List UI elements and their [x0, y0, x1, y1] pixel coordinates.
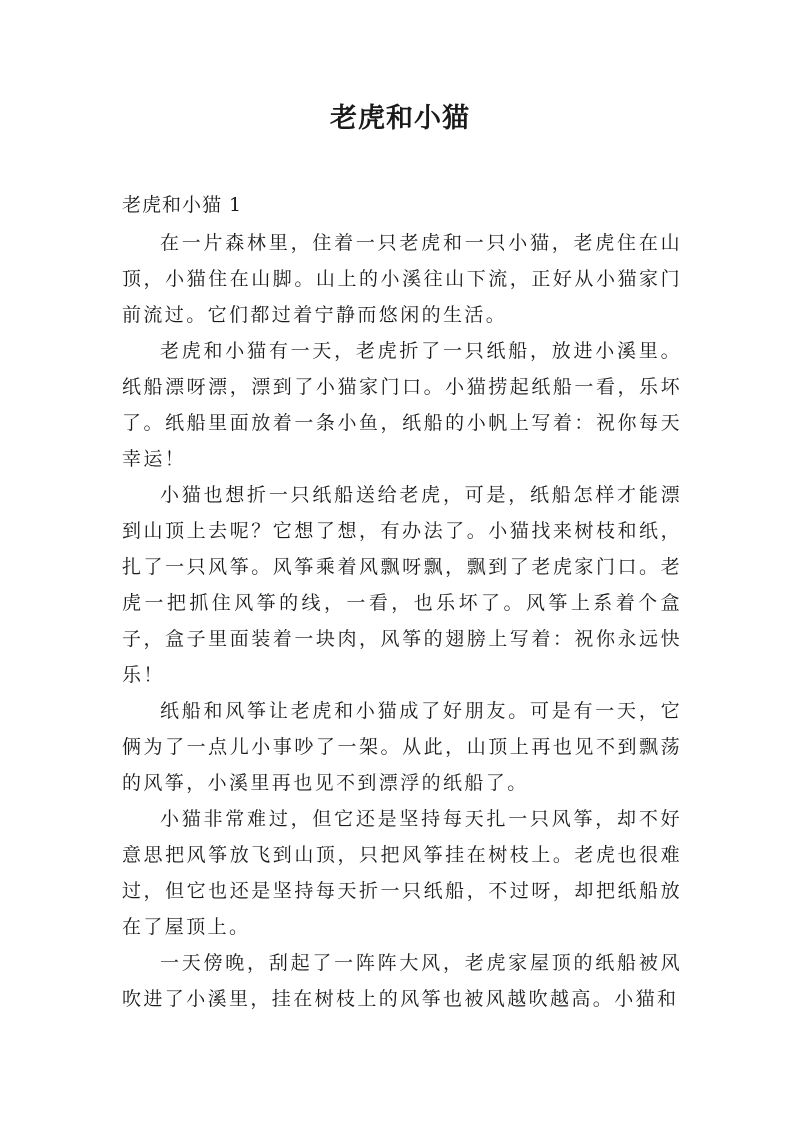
- document-title: 老虎和小猫: [330, 103, 470, 134]
- document-body: [122, 225, 682, 1017]
- paragraph: 小猫非常难过，但它还是坚持每天扎一只风筝，却不好意思把风筝放飞到山顶，只把风筝挂在树枝上。老虎也很难过，但它也还是坚持每天折一只纸船，不过呀，却把纸船放在了屋顶上。: [122, 808, 682, 938]
- section-heading: 老虎和小猫 1: [122, 194, 243, 216]
- paragraph: 纸船和风筝让老虎和小猫成了好朋友。可是有一天，它俩为了一点儿小事吵了一架。从此，山顶上再也见不到飘荡的风筝，小溪里再也见不到漂浮的纸船了。: [122, 700, 682, 794]
- paragraph: 老虎和小猫有一天，老虎折了一只纸船，放进小溪里。纸船漂呀漂，漂到了小猫家门口。小猫捞起纸船一看，乐坏了。纸船里面放着一条小鱼，纸船的小帆上写着：祝你每天幸运！: [122, 340, 682, 470]
- paragraph: 在一片森林里，住着一只老虎和一只小猫，老虎住在山顶，小猫住在山脚。山上的小溪往山下流，正好从小猫家门前流过。它们都过着宁静而悠闲的生活。: [122, 232, 682, 326]
- paragraph: 小猫也想折一只纸船送给老虎，可是，纸船怎样才能漂到山顶上去呢？它想了想，有办法了。小猫找来树枝和纸，扎了一只风筝。风筝乘着风飘呀飘，飘到了老虎家门口。老虎一把抓住风筝的线，一看，也乐坏了。风筝上系着个盒子，盒子里面装着一块肉，风筝的翅膀上写着：祝你永远快乐！: [122, 484, 682, 686]
- paragraph: 一天傍晚，刮起了一阵阵大风，老虎家屋顶的纸船被风吹进了小溪里，挂在树枝上的风筝也被风越吹越高。小猫和: [122, 952, 682, 1010]
